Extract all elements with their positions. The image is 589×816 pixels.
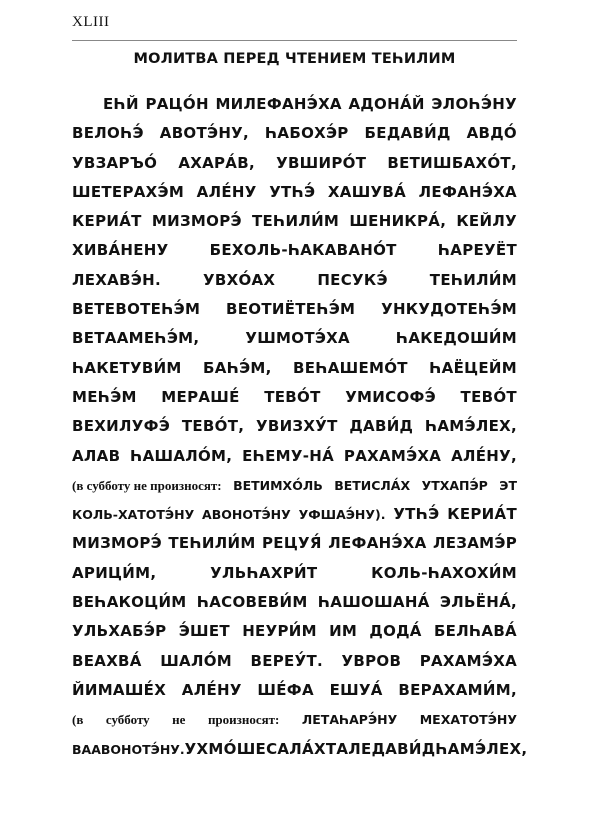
- word: ТЕҺИЛИ́М: [251, 212, 340, 231]
- word: ВЕХИЛУФЭ́: [72, 417, 171, 436]
- word: РЕЦУЯ́: [262, 534, 322, 553]
- word: БЕХОЛЬ-ҺАКАВАНО́Т: [209, 241, 397, 260]
- word: ШЕТЕРАХЭ́М: [72, 182, 185, 201]
- word: ДОДА́: [369, 622, 422, 641]
- word: ВЕҺАКОЦИ́М: [72, 593, 187, 612]
- word: ВЕТААМЕҺЭ́М,: [72, 329, 200, 348]
- word: УВХО́АХ: [203, 270, 276, 289]
- word: УМИСОФЭ́: [345, 387, 436, 406]
- word: ВЕОТИЁТЕҺЭ́М: [225, 300, 356, 319]
- word: МИЛЕФАНЭ́ХА: [215, 95, 342, 113]
- word: УВШИРО́Т: [276, 153, 367, 172]
- word: ВЕЛОҺЭ́: [72, 124, 144, 143]
- word: УВИЗХУ́Т: [255, 417, 338, 436]
- word: ҺАБОХЭ́Р: [265, 124, 349, 143]
- word: ЭЛОҺЭ́НУ: [431, 95, 517, 113]
- word: АРИЦИ́М,: [72, 563, 157, 582]
- word: МЕҺЭ́М: [72, 387, 137, 406]
- word: ЛЕТАҺАРЭ́НУ: [301, 712, 398, 728]
- word: ҺАШАЛО́М,: [130, 446, 233, 465]
- word: ПЕСУКЭ́: [317, 270, 388, 289]
- word: ХАШУВА́: [327, 182, 407, 201]
- word: ДАВИ́Д: [349, 417, 414, 436]
- text-line: [72, 207, 517, 236]
- word: ҺАКЕТУВИ́М: [72, 358, 182, 377]
- word: ВЕҺАШЕМО́Т: [293, 358, 408, 377]
- word: ЕҺЕМУ-НА́: [242, 446, 335, 465]
- word: ШЕНИКРА́,: [349, 212, 447, 231]
- text-line: [72, 500, 517, 529]
- word: ВЕТЕВОТЕҺЭ́М: [72, 300, 201, 319]
- word: ВААВОНОТЭ́НУ.: [72, 741, 185, 757]
- word: КОЛЬ-ХАТОТЭ́НУ: [72, 507, 195, 523]
- text-line: [72, 442, 517, 471]
- text-line: [72, 383, 517, 412]
- text-line: [72, 266, 517, 295]
- word: ҺАМЭ́ЛЕХ,: [435, 739, 528, 758]
- word: АЛЕ́НУ: [181, 680, 242, 699]
- word: АЛЕ́НУ,: [451, 446, 517, 465]
- word: КЕРИА́Т: [72, 212, 142, 231]
- word: МИЗМОРЭ́: [72, 534, 162, 553]
- header-rule: [72, 40, 517, 41]
- text-line: [72, 471, 517, 500]
- word: ХИВА́НЕНУ: [72, 241, 169, 260]
- word: УФШАЭ́НУ).: [298, 507, 386, 523]
- text-line: [72, 412, 517, 441]
- word: УВРОВ: [341, 651, 402, 670]
- word: АВОТЭ́НУ,: [159, 124, 250, 143]
- text-line: [72, 617, 517, 646]
- word: УНКУДОТЕҺЭ́М: [381, 300, 517, 319]
- note-word: не: [172, 712, 186, 728]
- word: ТЕВО́Т,: [181, 417, 245, 436]
- word: УВЗАРЪО́: [72, 153, 158, 172]
- page-title: МОЛИТВА ПЕРЕД ЧТЕНИЕМ ТЕҺИЛИМ: [133, 51, 456, 67]
- word: РАХАМЭ́ХА: [419, 651, 517, 670]
- text-line: [72, 559, 517, 588]
- text-line: [72, 354, 517, 383]
- word: БЕДАВИ́Д: [364, 124, 451, 143]
- word: ЙИМАШЕ́Х: [72, 680, 167, 699]
- note-word: (в: [72, 712, 84, 728]
- word: УТХАПЭ́Р: [421, 477, 488, 493]
- word: ЕҺЙ: [103, 95, 139, 113]
- text-line: [72, 705, 517, 734]
- word: ЭТ: [499, 477, 517, 493]
- word: ВЕРАХАМИ́М,: [398, 680, 517, 699]
- word: ҺАРЕУЁТ: [437, 241, 517, 260]
- note-word: произносят:: [207, 712, 280, 728]
- word: УШМОТЭ́ХА: [245, 329, 350, 348]
- word: ТЕҺИЛИ́М: [168, 534, 256, 553]
- word: ВЕАХВА́: [72, 651, 142, 670]
- word: УЛЬХАБЭ́Р: [72, 622, 167, 641]
- word: АЛАВ: [72, 446, 121, 465]
- word: ТЕВО́Т: [264, 387, 321, 406]
- word: КОЛЬ-ҺАХОХИ́М: [371, 563, 517, 582]
- text-line: [72, 149, 517, 178]
- word: МЕРАШЕ́: [161, 387, 240, 406]
- word: АДОНА́Й: [348, 95, 425, 113]
- word: ЛЕФАНЭ́ХА: [418, 182, 517, 201]
- word: ҺАСОВЕВИ́М: [196, 593, 308, 612]
- word: ЛЕДАВИ́Д: [348, 739, 436, 758]
- text-line: [72, 295, 517, 324]
- word: ВЕТИМХО́ЛЬ: [233, 477, 323, 493]
- word: ҺАШОШАНА́: [317, 593, 430, 612]
- word: БЕЛҺАВА́: [433, 622, 517, 641]
- word: УТҺЭ́: [393, 505, 440, 524]
- word: ВЕТИШБАХО́Т,: [387, 153, 517, 172]
- text-line: [72, 676, 517, 705]
- word: ВЕТИСЛА́Х: [334, 477, 411, 493]
- word: КЕРИА́Т: [447, 505, 517, 524]
- word: Э́ШЕТ: [178, 622, 230, 641]
- word: АЛЕ́НУ: [196, 182, 257, 201]
- word: ҺАМЭ́ЛЕХ,: [424, 417, 517, 436]
- page-number: XLIII: [72, 14, 110, 30]
- text-line: [72, 119, 517, 148]
- word: ҺАЁЦЕЙМ: [429, 358, 517, 377]
- prayer-text: [72, 90, 528, 764]
- word: ҺАКЕДОШИ́М: [395, 329, 517, 348]
- word: УТҺЭ́: [269, 182, 316, 201]
- word: РАЦО́Н: [145, 95, 209, 113]
- text-line: [72, 588, 517, 617]
- word: ИМ: [329, 622, 358, 641]
- note-word: субботу: [105, 712, 150, 728]
- text-line: [72, 90, 517, 119]
- text-line: [72, 647, 517, 676]
- word: ВЕРЕУ́Т.: [250, 651, 323, 670]
- word: БАҺЭ́М,: [203, 358, 272, 377]
- text-line: [72, 529, 517, 558]
- word: УХМО́: [184, 739, 237, 758]
- word: АВОНОТЭ́НУ: [202, 507, 291, 523]
- word: ШЕ́ФА: [257, 680, 314, 699]
- word: КЕЙЛУ: [456, 212, 517, 231]
- word: УЛЬҺАХРИ́Т: [210, 563, 318, 582]
- text-line: [72, 178, 517, 207]
- word: АВДО́: [466, 124, 517, 143]
- word: ЛЕЗАМЭ́Р: [432, 534, 517, 553]
- word: ТЕҺИЛИ́М: [429, 270, 517, 289]
- word: НЕУРИ́М: [242, 622, 317, 641]
- word: МЕХАТОТЭ́НУ: [419, 712, 517, 728]
- text-line: [72, 236, 517, 265]
- word: ЕШУА́: [329, 680, 383, 699]
- word: ТЕВО́Т: [460, 387, 517, 406]
- word: ЭЛЬЁНА́,: [439, 593, 517, 612]
- word: РАХАМЭ́ХА: [343, 446, 442, 465]
- word: ШАЛО́М: [160, 651, 232, 670]
- word: МИЗМОРЭ́: [151, 212, 242, 231]
- text-line: [72, 735, 528, 764]
- word: АХАРА́В,: [178, 153, 255, 172]
- text-line: [72, 324, 517, 353]
- word: ЛЕФАНЭ́ХА: [328, 534, 427, 553]
- note-word: (в субботу не произносят:: [72, 477, 222, 493]
- word: ШЕСАЛА́ХТА: [236, 739, 349, 758]
- word: ЛЕХАВЭ́Н.: [72, 270, 161, 289]
